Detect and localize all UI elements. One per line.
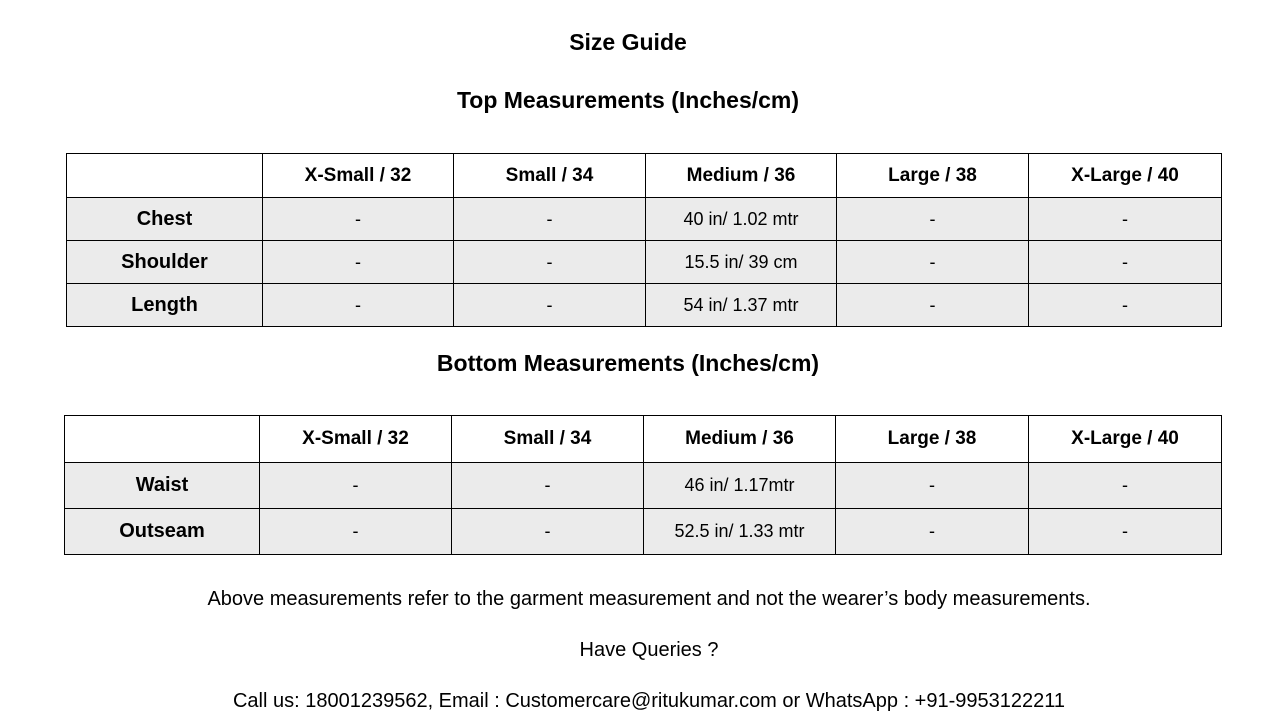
table-cell: 54 in/ 1.37 mtr xyxy=(646,284,837,327)
column-header xyxy=(65,416,260,463)
contact-info: Call us: 18001239562, Email : Customercare@ritukumar.com or WhatsApp : +91-9953122211 xyxy=(232,690,1066,712)
column-header: Medium / 36 xyxy=(646,154,837,198)
table-cell: - xyxy=(1029,284,1222,327)
column-header xyxy=(67,154,263,198)
table-cell: 40 in/ 1.02 mtr xyxy=(646,198,837,241)
column-header: Large / 38 xyxy=(837,154,1029,198)
page-title: Size Guide xyxy=(569,29,687,55)
table-row xyxy=(67,241,1222,284)
column-header: X-Large / 40 xyxy=(1029,154,1222,198)
table-cell: - xyxy=(454,198,646,241)
column-header: Small / 34 xyxy=(454,154,646,198)
row-label: Waist xyxy=(65,463,260,509)
table-cell: - xyxy=(452,463,644,509)
table-cell: - xyxy=(454,284,646,327)
bottom-measurements-table xyxy=(64,415,1222,555)
row-label: Chest xyxy=(67,198,263,241)
column-header: Small / 34 xyxy=(452,416,644,463)
table-cell: - xyxy=(263,284,454,327)
column-header: X-Small / 32 xyxy=(263,154,454,198)
table-cell: 15.5 in/ 39 cm xyxy=(646,241,837,284)
table-cell: - xyxy=(837,198,1029,241)
row-label: Outseam xyxy=(65,509,260,555)
column-header: X-Large / 40 xyxy=(1029,416,1222,463)
table-cell: - xyxy=(836,463,1029,509)
row-label: Length xyxy=(67,284,263,327)
table-cell: - xyxy=(263,198,454,241)
column-header: Medium / 36 xyxy=(644,416,836,463)
bottom-measurements-heading: Bottom Measurements (Inches/cm) xyxy=(436,350,820,376)
table-cell: - xyxy=(837,284,1029,327)
table-row xyxy=(67,284,1222,327)
column-header: Large / 38 xyxy=(836,416,1029,463)
column-header: X-Small / 32 xyxy=(260,416,452,463)
measurement-note: Above measurements refer to the garment measurement and not the wearer’s body measurements. xyxy=(207,588,1091,610)
table-cell: - xyxy=(260,509,452,555)
table-cell: - xyxy=(837,241,1029,284)
table-cell: 46 in/ 1.17mtr xyxy=(644,463,836,509)
table-row xyxy=(65,509,1222,555)
table-header-row xyxy=(65,416,1222,463)
table-cell: - xyxy=(836,509,1029,555)
table-header-row xyxy=(67,154,1222,198)
table-cell: - xyxy=(1029,463,1222,509)
queries-text: Have Queries ? xyxy=(579,639,719,661)
table-cell: - xyxy=(1029,198,1222,241)
table-cell: - xyxy=(1029,241,1222,284)
row-label: Shoulder xyxy=(67,241,263,284)
table-row xyxy=(65,463,1222,509)
table-cell: - xyxy=(260,463,452,509)
table-cell: - xyxy=(454,241,646,284)
top-measurements-heading: Top Measurements (Inches/cm) xyxy=(456,87,800,113)
top-measurements-table xyxy=(66,153,1222,327)
table-cell: - xyxy=(452,509,644,555)
table-cell: 52.5 in/ 1.33 mtr xyxy=(644,509,836,555)
table-row xyxy=(67,198,1222,241)
table-cell: - xyxy=(1029,509,1222,555)
table-cell: - xyxy=(263,241,454,284)
